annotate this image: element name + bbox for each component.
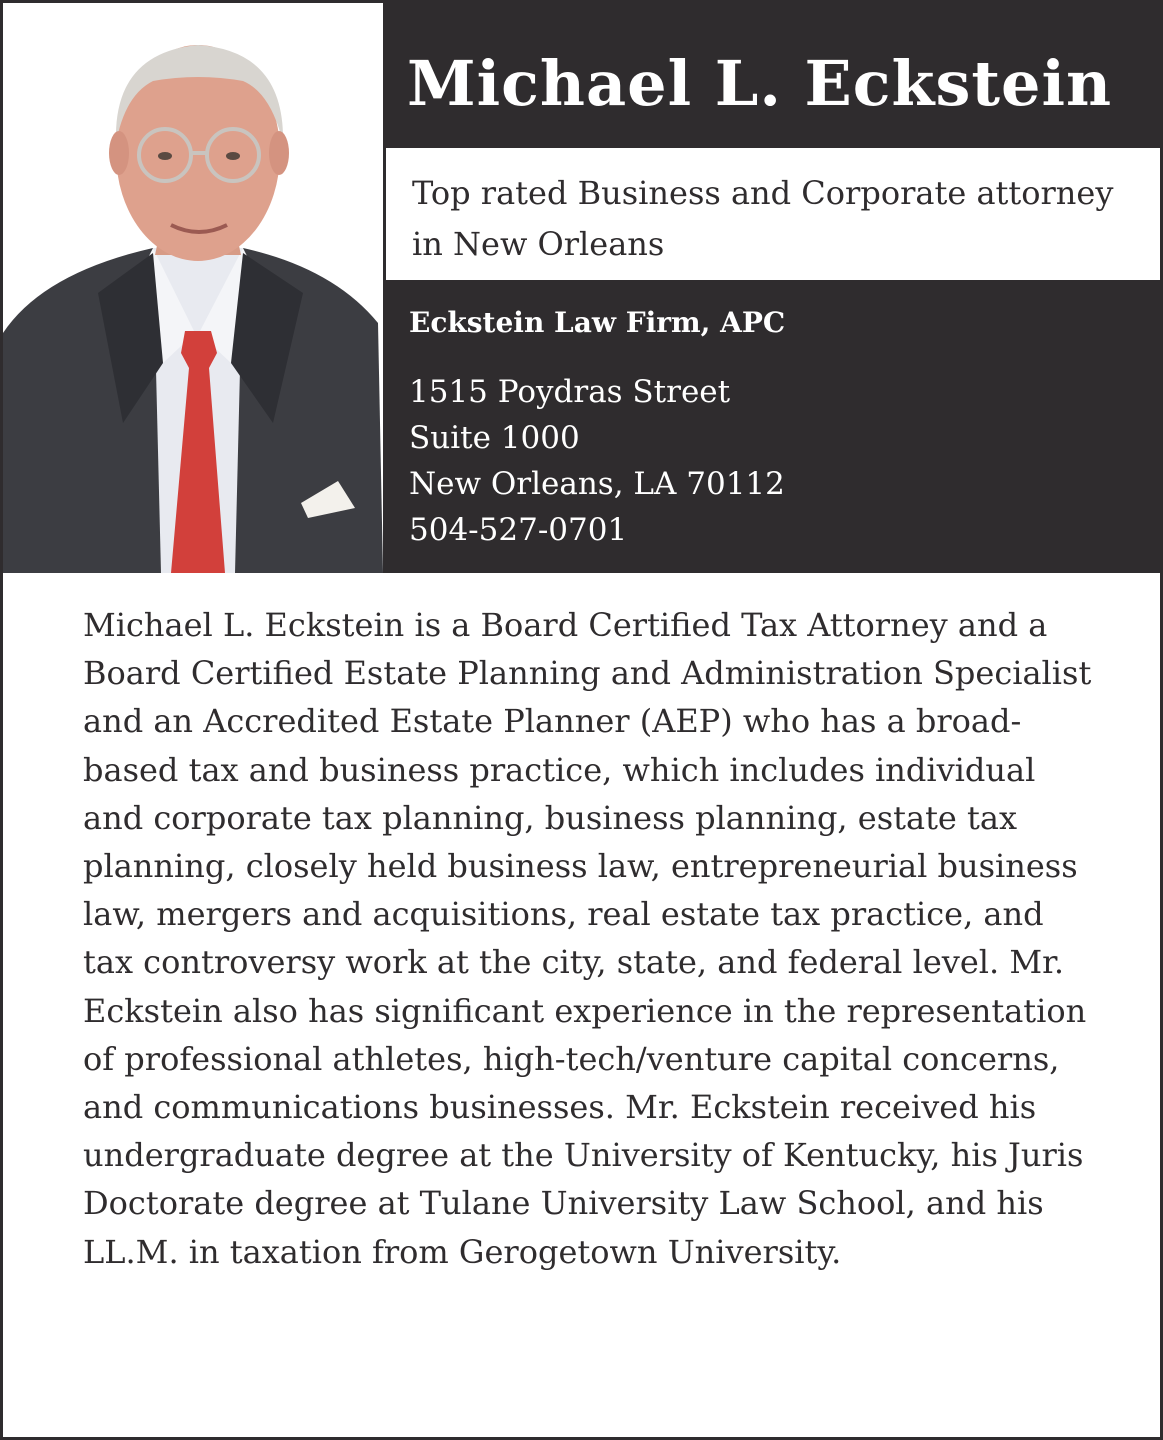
address-street: 1515 Poydras Street [409, 374, 731, 410]
phone-number: 504-527-0701 [409, 512, 628, 548]
firm-contact-panel [383, 280, 1160, 573]
address-city: New Orleans, LA 70112 [409, 466, 785, 502]
attorney-tagline: Top rated Business and Corporate attorney in New Orleans [383, 148, 1160, 280]
attorney-portrait-image [3, 3, 383, 573]
address-suite: Suite 1000 [409, 420, 580, 456]
attorney-photo [3, 3, 383, 573]
attorney-name: Michael L. Eckstein [383, 3, 1160, 148]
attorney-bio: Michael L. Eckstein is a Board Certified Tax Attorney and a Board Certified Estate Planning and Administration Specialist and an Accredited Estate Planner (AEP) who has a broad-based tax and business practice, which includes individual and corporate tax planning, business planning, estate tax planning, closely held business law, entrepreneurial business law, mergers and acquisitions, real estate tax practice, and tax controversy work at the city, state, and federal level. Mr. Eckstein also has significant experience in the representation of professional athletes, high-tech/venture capital concerns, and communications businesses. Mr. Eckstein received his undergraduate degree at the University of Kentucky, his Juris Doctorate degree at Tulane University Law School, and his LL.M. in taxation from Gerogetown University. [83, 606, 1092, 1271]
firm-name: Eckstein Law Firm, APC [409, 306, 786, 339]
